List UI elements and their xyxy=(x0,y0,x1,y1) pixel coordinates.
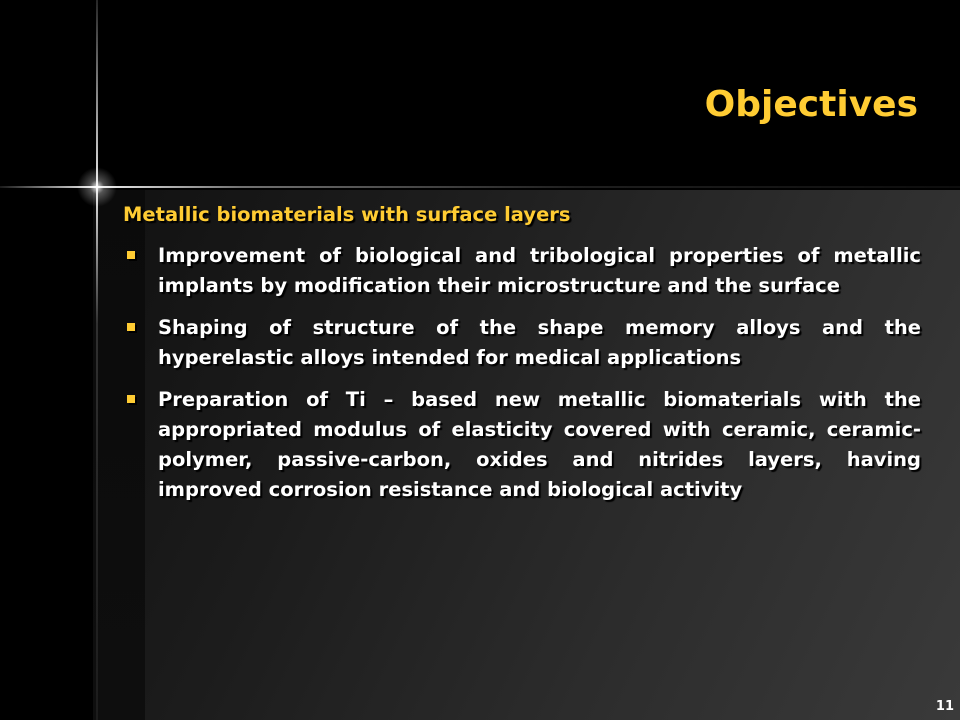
horizontal-flare-line xyxy=(0,186,960,188)
bullet-item xyxy=(123,313,921,373)
bullet-text: Shaping of structure of the shape memory alloys and the hyperelastic alloys intended for medical applications xyxy=(158,316,921,369)
slide-title: Objectives xyxy=(704,84,918,125)
square-bullet-icon xyxy=(127,251,135,259)
page-number: 11 xyxy=(935,699,954,714)
square-bullet-icon xyxy=(127,323,135,331)
bullet-item xyxy=(123,385,921,505)
bullet-item xyxy=(123,241,921,301)
bullet-text: Preparation of Ti – based new metallic biomaterials with the appropriated modulus of elasticity covered with ceramic, ceramic-polymer, passive-carbon, oxides and nitrides layers, having improved corrosion resistance and biological activity xyxy=(158,388,921,501)
bullet-text: Improvement of biological and tribological properties of metallic implants by modification their microstructure and the surface xyxy=(158,244,921,297)
bullet-list xyxy=(123,241,921,505)
lens-flare-glow xyxy=(77,167,117,207)
slide-content xyxy=(123,201,921,517)
vertical-flare-line xyxy=(96,0,98,720)
section-subtitle: Metallic biomaterials with surface layers xyxy=(123,203,571,226)
square-bullet-icon xyxy=(127,395,135,403)
